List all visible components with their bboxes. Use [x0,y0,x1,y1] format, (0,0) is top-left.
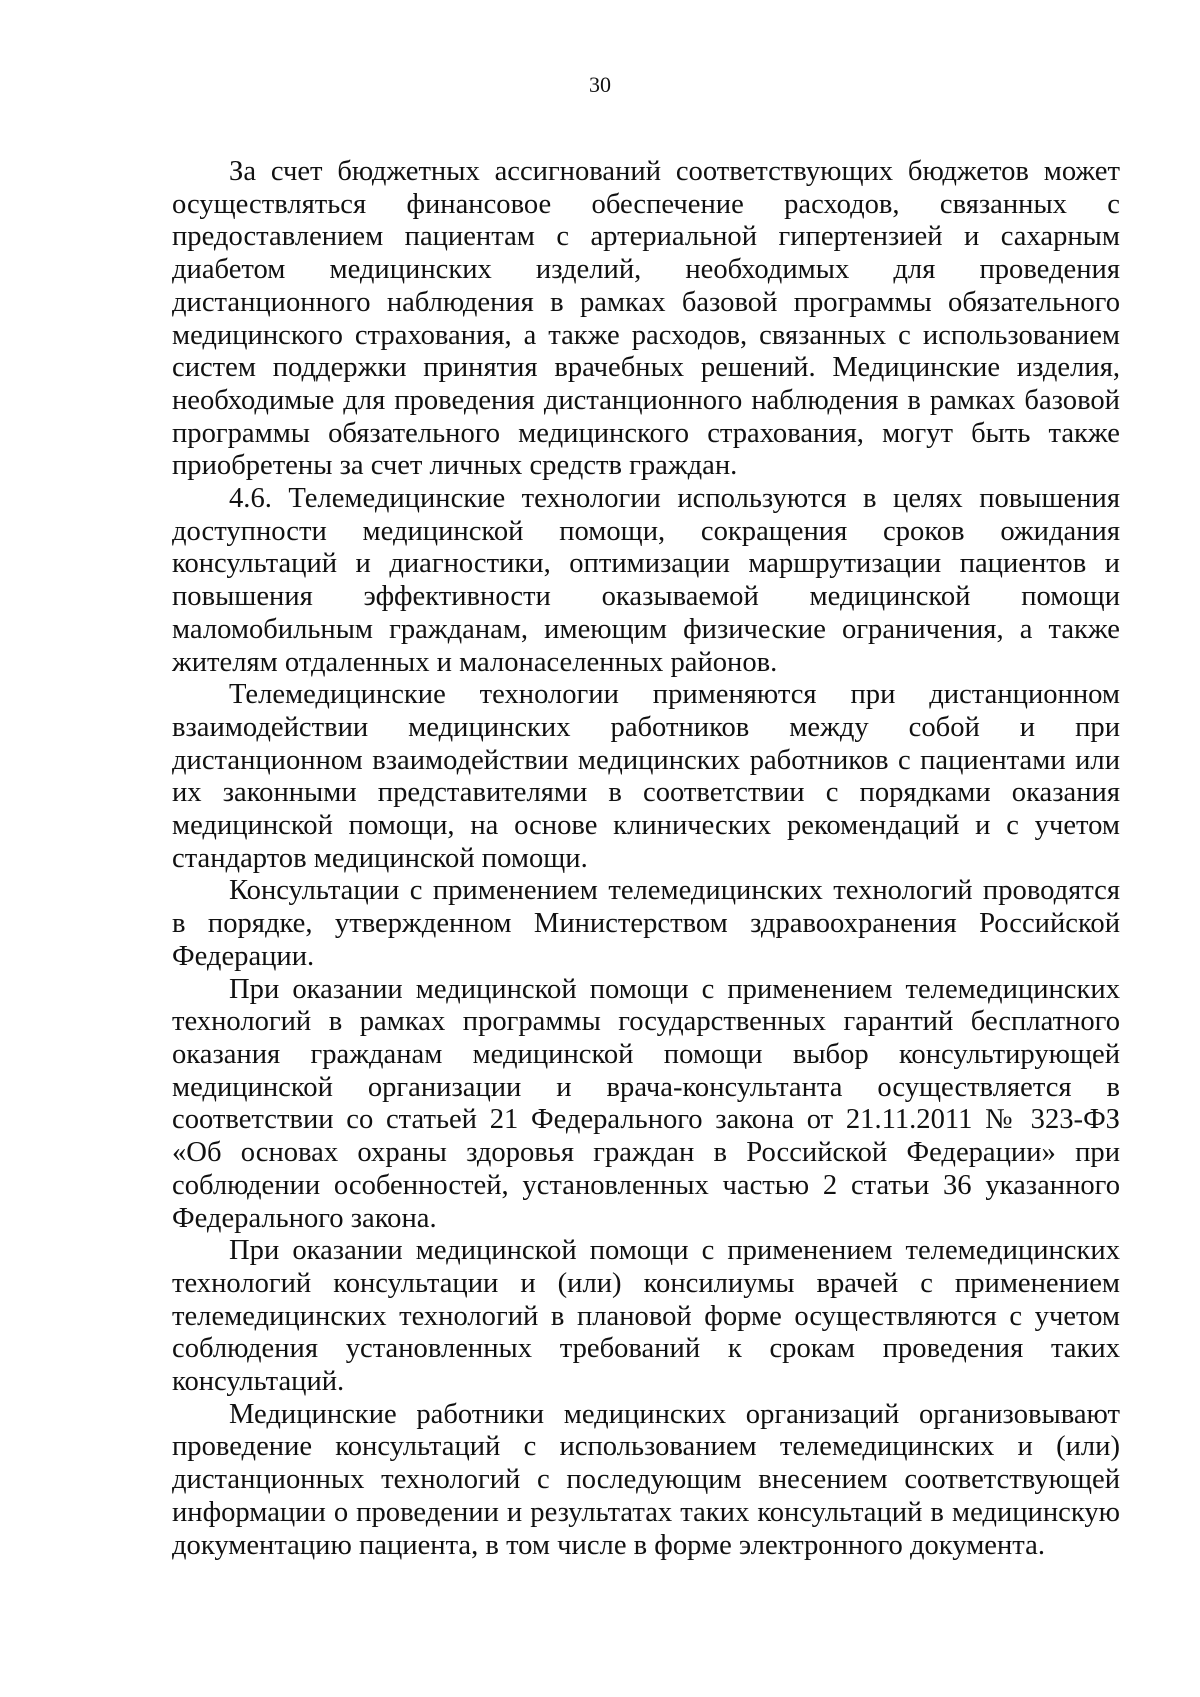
paragraph-telemedicine-application: Телемедицинские технологии применяются при дистанционном взаимодействии медицинских работников между собой и при дистанционном взаимодействии медицинских работников с пациентами или их законными представителями в соответствии с порядками оказания медицинской помощи, на основе клинических рекомендаций и с учетом стандартов медицинской помощи. [172,679,1120,874]
paragraph-telemedicine-purpose: 4.6. Телемедицинские технологии используются в целях повышения доступности медицинской помощи, сокращения сроков ожидания консультаций и диагностики, оптимизации маршрутизации пациентов и повышения эффективности оказываемой медицинской помощи маломобильным гражданам, имеющим физические ограничения, а также жителям отдаленных и малонаселенных районов. [172,483,1120,678]
paragraph-consultation-procedure: Консультации с применением телемедицинских технологий проводятся в порядке, утвержденном Министерством здравоохранения Российской Федерации. [172,875,1120,972]
page-number: 30 [589,72,611,97]
paragraph-documentation: Медицинские работники медицинских организаций организовывают проведение консультаций с использованием телемедицинских и (или) дистанционных технологий с последующим внесением соответствующей информации о проведении и результатах таких консультаций в медицинскую документацию пациента, в том числе в форме электронного документа. [172,1398,1120,1561]
paragraph-consultant-choice: При оказании медицинской помощи с применением телемедицинских технологий в рамках программы государственных гарантий бесплатного оказания гражданам медицинской помощи выбор консультирующей медицинской организации и врача-консультанта осуществляется в соответствии со статьей 21 Федерального закона от 21.11.2011 № 323-ФЗ «Об основах охраны здоровья граждан в Российской Федерации» при соблюдении особенностей, установленных частью 2 статьи 36 указанного Федерального закона. [172,973,1120,1234]
paragraph-budget-funding: За счет бюджетных ассигнований соответствующих бюджетов может осуществляться финансовое обеспечение расходов, связанных с предоставлением пациентам с артериальной гипертензией и сахарным диабетом медицинских изделий, необходимых для проведения дистанционного наблюдения в рамках базовой программы обязательного медицинского страхования, а также расходов, связанных с использованием систем поддержки принятия врачебных решений. Медицинские изделия, необходимые для проведения дистанционного наблюдения в рамках базовой программы обязательного медицинского страхования, могут быть также приобретены за счет личных средств граждан. [172,156,1120,482]
paragraph-planned-consultations: При оказании медицинской помощи с применением телемедицинских технологий консультации и (или) консилиумы врачей с применением телемедицинских технологий в плановой форме осуществляются с учетом соблюдения установленных требований к срокам проведения таких консультаций. [172,1235,1120,1398]
document-body [172,156,1120,1562]
